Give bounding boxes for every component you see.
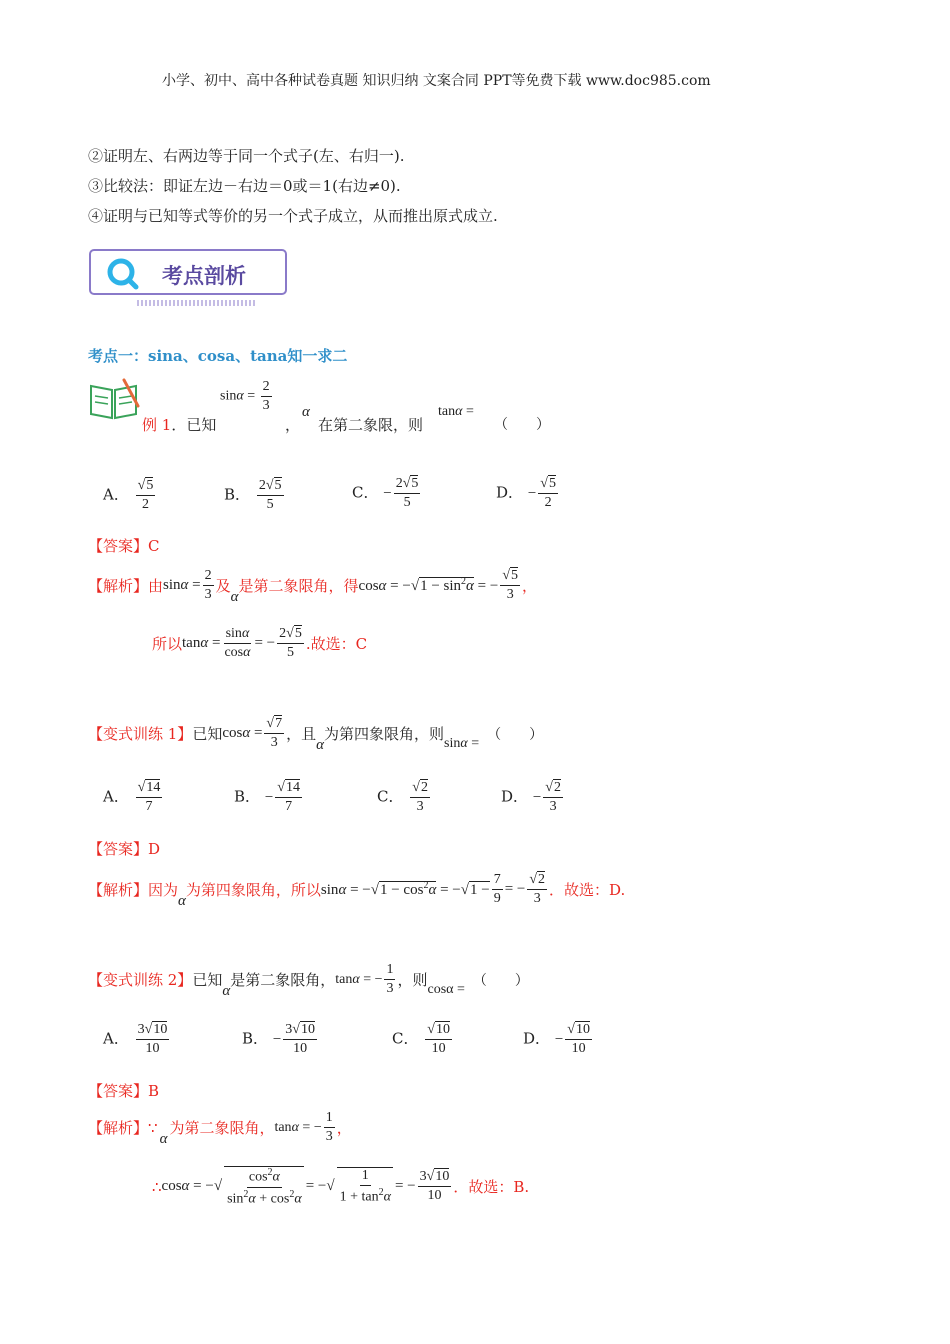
v2-option-b[interactable]: B． − $\frac{3√10}{10}$: [242, 1022, 315, 1057]
ex1-tan: tanα =: [438, 404, 474, 419]
v1-option-a[interactable]: A． $\frac{√14}{7}$: [103, 780, 161, 815]
v1-option-b[interactable]: B． − $\frac{√14}{7}$: [234, 780, 300, 815]
ex1-label: 例 1: [142, 416, 172, 434]
ex1-text-3: 在第二象限，则: [318, 416, 424, 434]
ex1-analysis-1: 【解析】 由 sinα = $\frac{2}{3}$ 及 α 是第二象限角，得 $\cos\alpha = -√1 - \sin^2\alpha$ = − $\frac{√5}{3}$ ，: [88, 568, 538, 606]
v2-answer: 【答案】B: [88, 1082, 160, 1100]
ex1-option-a[interactable]: A． $\frac{√5}{2}$: [103, 478, 154, 513]
v2-analysis-1: 【解析】 ∵ α 为第二象限角， tanα = − $\frac{1}{3}$ ，: [88, 1110, 352, 1148]
banner-title: 考点剖析: [162, 264, 246, 288]
section-title: 考点一：sina、cosa、tana知一求二: [88, 347, 348, 365]
ex1-alpha: α: [302, 404, 310, 420]
v1-question: 【变式训练 1】 已知 cosα = $\frac{√7}{3}$ ，且 α 为第四象限角，则 sinα = （ ）: [88, 716, 544, 754]
book-icon: [88, 378, 140, 422]
section-banner: [88, 246, 288, 308]
v1-analysis: 【解析】 因为 α 为第四象限角，所以 $\sin\alpha = -√1 - \cos^2\alpha = -√1$ − $\frac{7}{9}$ = − $\frac{√2}{3}$ ．故选：D.: [88, 872, 626, 910]
v2-option-c[interactable]: C． $\frac{√10}{10}$: [392, 1022, 450, 1057]
ex1-text-1: ．已知: [171, 416, 217, 434]
ex1-option-b[interactable]: B． $\frac{2√5}{5}$: [224, 478, 282, 513]
ex1-question: [142, 414, 216, 435]
v1-label: 【变式训练 1】: [88, 725, 193, 744]
v1-option-c[interactable]: C． $\frac{√2}{3}$: [377, 780, 428, 815]
ex1-given-sin: sinα = $\frac{2}{3}$: [220, 379, 270, 414]
v2-option-d[interactable]: D． − $\frac{√10}{10}$: [523, 1022, 590, 1057]
v1-answer: 【答案】D: [88, 840, 161, 858]
ex1-option-c[interactable]: C． − $\frac{2√5}{5}$: [352, 476, 419, 511]
v2-question: 【变式训练 2】 已知 α 是第二象限角， tanα = − $\frac{1}{3}$ ，则 cosα = （ ）: [88, 962, 529, 1000]
method-3: ③比较法：即证左边－右边＝0或＝1(右边≠0).: [88, 177, 401, 195]
v2-analysis-2: ∴ cosα = −√ $\frac{\cos^2\alpha}{\sin^2\alpha + \cos^2\alpha}$ = −√ $\frac{1}{1 + \tan^2\alpha}$ = − $\frac{3√10}{10}$ ．故选：B.: [152, 1167, 530, 1207]
v2-label: 【变式训练 2】: [88, 971, 193, 990]
v1-option-d[interactable]: D． − $\frac{√2}{3}$: [501, 780, 561, 815]
method-2: ②证明左、右两边等于同一个式子(左、右归一).: [88, 147, 405, 165]
v2-option-a[interactable]: A． $\frac{3√10}{10}$: [103, 1022, 168, 1057]
ex1-analysis-2: 所以 tanα = $\frac{\sin\alpha}{\cos\alpha}$ = − $\frac{2√5}{5}$ .故选：C: [152, 626, 368, 661]
page-header: 小学、初中、高中各种试卷真题 知识归纳 文案合同 PPT等免费下载 www.doc985.com: [162, 73, 711, 89]
ex1-comma: ，: [285, 416, 301, 434]
ex1-option-d[interactable]: D． − $\frac{√5}{2}$: [496, 476, 556, 511]
ex1-paren: （ ）: [494, 417, 550, 433]
method-4: ④证明与已知等式等价的另一个式子成立，从而推出原式成立.: [88, 207, 498, 225]
ex1-answer: 【答案】C: [88, 537, 160, 555]
